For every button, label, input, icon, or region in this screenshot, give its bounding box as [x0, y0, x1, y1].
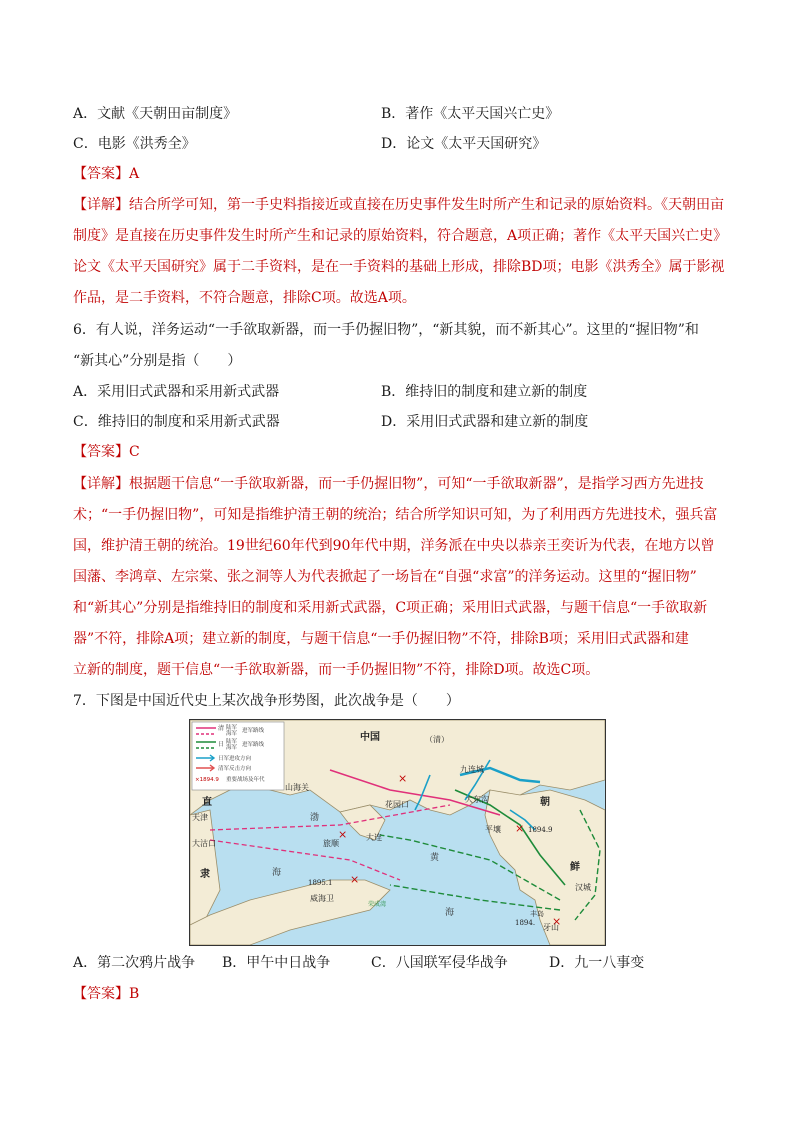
q7-answer [73, 984, 139, 1004]
q5-answer [73, 164, 139, 184]
legend-ludi: 陆军 [226, 725, 238, 731]
map-label-rongcheng: 荣成湾 [368, 901, 387, 908]
q7-option-c: C．八国联军侵华战争 [371, 955, 508, 971]
q6-option-b: B．维持旧的制度和建立新的制度 [381, 384, 588, 400]
q5-option-d: D．论文《太平天国研究》 [381, 136, 547, 152]
map-label-zhi: 直 [202, 797, 212, 808]
legend-ri: 日 [218, 741, 225, 748]
map-svg [190, 720, 605, 945]
legend-haijun: 海军 [226, 731, 238, 737]
q6-answer [73, 442, 140, 462]
q5-option-b: B．著作《太平天国兴亡史》 [381, 106, 560, 122]
q7-option-d: D．九一八事变 [549, 955, 645, 971]
map-label-date-weihaiwei: 1895.1 [308, 879, 333, 887]
legend-ri-attack: 日军进攻方向 [218, 756, 252, 762]
q6-detail-line-6: 器”不符，排除A项；建立新的制度，与题干信息“一手仍握旧物”不符，排除B项；采用旧式武器和建 [73, 631, 689, 647]
map-label-hancheng: 汉城 [575, 883, 591, 892]
q5-option-c: C．电影《洪秀全》 [73, 136, 196, 152]
detail-tag: 【详解】 [73, 476, 129, 492]
map-label-bo: 渤 [310, 813, 320, 823]
q7-stem: 7．下图是中国近代史上某次战争形势图，此次战争是（ ） [73, 693, 460, 709]
q6-stem-line-1: 6．有人说，洋务运动“一手欲取新器，而一手仍握旧物”，“新其貌，而不新其心”。这里的“握旧物”和 [73, 322, 699, 338]
q5-detail-line-1 [73, 195, 724, 215]
map-legend [192, 722, 284, 790]
q6-stem-line-2: “新其心”分别是指（ ） [73, 353, 242, 369]
q6-detail-line-3: 国，维护清王朝的统治。19世纪60年代到90年代中期，洋务派在中央以恭亲王奕䜣为代表，在地方以曾 [73, 538, 715, 554]
map-label-yashan: 牙山 [543, 923, 559, 932]
q7-option-a: A．第二次鸦片战争 [73, 955, 196, 971]
answer-value: A [129, 166, 140, 182]
detail-quote: “一手仍握旧物” [101, 507, 200, 523]
detail-quote: “握旧物” [640, 569, 697, 585]
map-label-date-pingrang: 1894.9 [528, 826, 553, 834]
qing-navy-route [210, 805, 450, 830]
map-label-hai-1: 海 [272, 868, 282, 878]
answer-value: C [129, 444, 140, 460]
detail-text: 的洋务运动。这里的 [514, 569, 641, 585]
map-label-chao: 朝 [540, 797, 550, 808]
q6-option-c: C．维持旧的制度和采用新式武器 [73, 414, 280, 430]
map-label-dalian: 大连 [366, 833, 382, 842]
map-label-li: 隶 [200, 869, 210, 880]
map-label-pingrang: 平壤 [485, 825, 501, 834]
map-label-huayuankou: 花园口 [385, 800, 409, 809]
detail-text: 根据题干信息“一手欲取新器，而一手仍握旧物”，可知“一手欲取新器”，是指学习西方先进技 [129, 476, 704, 492]
q6-detail-line-2 [73, 505, 717, 525]
battle-mark: × [398, 772, 408, 785]
detail-text: 国藩、李鸿章、左宗棠、张之洞等人为代表掀起了一场旨在“自强 [73, 569, 473, 585]
legend-qing: 清 [218, 725, 225, 732]
detail-text: 术； [73, 507, 101, 523]
q5-detail-line-2: 制度》是直接在历史事件发生时所产生和记录的原始资料，符合题意，A项正确；著作《太平天国兴亡史》 [73, 228, 728, 244]
q6-option-d: D．采用旧式武器和建立新的制度 [381, 414, 589, 430]
legend-route: 进军路线 [242, 728, 265, 734]
detail-text: ，可知是指维护清王朝的统治；结合所学知识可知，为了利用西方先进技术，强兵富 [199, 507, 718, 523]
map-label-huang: 黄 [430, 853, 440, 863]
map-label-shanhaiguan: 山海关 [285, 783, 309, 792]
answer-tag: 【答案】 [73, 166, 129, 182]
map-label-jiuliancheng: 九连城 [460, 765, 484, 774]
map-label-lushun: 旅顺 [323, 839, 339, 848]
legend-haijun-2: 海军 [226, 745, 238, 751]
map-label-fengdao: 丰岛 [530, 910, 544, 918]
detail-text: 结合所学可知，第一手史料指接近或直接在历史事件发生时所产生和记录的原始资料。《天朝田亩 [129, 197, 724, 213]
q6-detail-line-1 [73, 474, 704, 494]
battle-mark: × [338, 828, 348, 841]
detail-tag: 【详解】 [73, 197, 129, 213]
q5-detail-line-3: 论文《太平天国研究》属于二手资料，是在一手资料的基础上形成，排除BD项；电影《洪秀全》属于影视 [73, 259, 725, 275]
legend-battle: 重要战场及年代 [226, 777, 265, 783]
battle-mark: × [350, 873, 360, 886]
map-label-weihaiwei: 威海卫 [310, 894, 334, 903]
map-label-tianjin: 天津 [192, 813, 208, 822]
detail-quote: “求富” [472, 569, 515, 585]
q5-option-a: A．文献《天朝田亩制度》 [73, 106, 238, 122]
q6-detail-line-5: 和“新其心”分别是指维持旧的制度和采用新式武器，C项正确；采用旧式武器，与题干信息“一手欲取新 [73, 600, 708, 616]
map-land-zhili [190, 810, 220, 925]
q6-detail-line-7: 立新的制度，题干信息“一手欲取新器，而一手仍握旧物”不符，排除D项。故选C项。 [73, 662, 600, 678]
legend-qing-counter: 清军反击方向 [218, 766, 252, 772]
map-label-hai-2: 海 [445, 908, 455, 918]
legend-battle-mark: ×1894.9 [195, 777, 219, 783]
qing-navy-route-2 [210, 840, 400, 880]
answer-tag: 【答案】 [73, 986, 129, 1002]
map-label-dadonggou: 大东沟 [465, 795, 489, 804]
map-label-dagukou: 大沽口 [192, 839, 216, 848]
battle-mark: × [552, 915, 562, 928]
answer-value: B [129, 986, 140, 1002]
q7-option-b: B．甲午中日战争 [222, 955, 331, 971]
map-label-xian: 鲜 [570, 862, 580, 873]
map-label-china: 中国 [360, 732, 380, 743]
q6-detail-line-4 [73, 567, 697, 587]
q6-option-a: A．采用旧式武器和采用新式武器 [73, 384, 280, 400]
map-label-qing: （清） [425, 735, 449, 744]
map-label-date-fengdao: 1894. [515, 919, 536, 927]
answer-tag: 【答案】 [73, 444, 129, 460]
war-situation-map [189, 719, 606, 946]
legend-ludi-2: 陆军 [226, 739, 238, 745]
legend-route-2: 进军路线 [242, 742, 265, 748]
battle-mark: × [515, 822, 525, 835]
q5-detail-line-4: 作品，是二手资料，不符合题意，排除C项。故选A项。 [73, 290, 416, 306]
